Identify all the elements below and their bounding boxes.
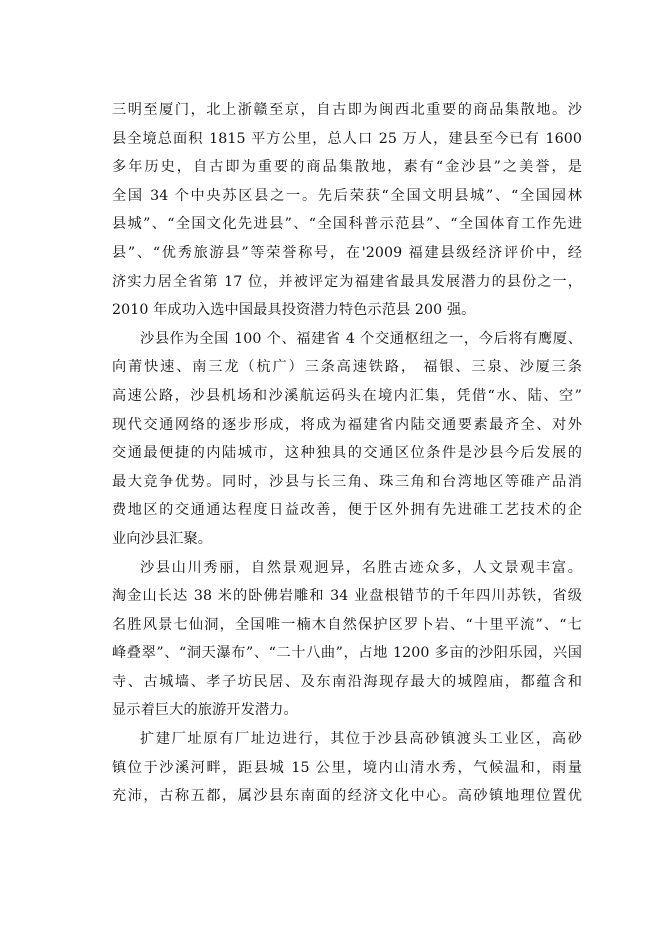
text-line: 显示着巨大的旅游开发潜力。 <box>112 702 298 719</box>
text-line: 淘金山长达 38 米的卧佛岩雕和 34 业盘根错节的千年四川苏铁，省级 <box>112 588 582 605</box>
text-line: 全国 34 个中央苏区县之一。先后荣获“全国文明县城”、“全国园林 <box>112 187 582 204</box>
text-line: 最大竞争优势。同时，沙县与长三角、珠三角和台湾地区等碓产品消 <box>112 473 582 490</box>
text-line: 镇位于沙溪河畔，距县城 15 公里，境内山清水秀，气候温和，雨量 <box>112 759 582 776</box>
text-line: 业向沙县汇聚。 <box>112 530 213 547</box>
paragraph-factory-site <box>112 725 582 811</box>
text-line: 济实力居全省第 17 位，并被评定为福建省最具发展潜力的县份之一， <box>112 273 582 290</box>
text-line: 名胜风景七仙洞，全国唯一楠木自然保护区罗卜岩、“十里平流”、“七 <box>112 616 582 633</box>
document-body <box>112 96 582 811</box>
text-line: 三明至厦门，北上浙赣至京，自古即为闽西北重要的商品集散地。沙 <box>112 102 582 118</box>
text-line: 县”、“优秀旅游县”等荣誉称号，在'2009 福建县级经济评价中，经 <box>112 244 582 261</box>
text-line: 高速公路，沙县机场和沙溪航运码头在境内汇集，凭借“水、陆、空” <box>112 387 582 404</box>
paragraph-scenery <box>112 554 582 726</box>
text-line: 扩建厂址原有厂址边进行，其位于沙县高砂镇渡头工业区，高砂 <box>140 731 582 748</box>
text-line: 沙县作为全国 100 个、福建省 4 个交通枢纽之一，今后将有鹰厦、 <box>140 330 582 347</box>
text-line: 峰叠翠”、“洞天瀑布”、“二十八曲”，占地 1200 多亩的沙阳乐园，兴国 <box>112 645 582 662</box>
text-line: 寺、古城墙、孝子坊民居、及东南沿海现存最大的城隍庙，都蕴含和 <box>112 673 582 690</box>
paragraph-transport-hub <box>112 325 582 554</box>
text-line: 向莆快速、南三龙（杭广）三条高速铁路， 福银、三泉、沙厦三条 <box>112 359 582 376</box>
text-line: 交通最便捷的内陆城市，这种独具的交通区位条件是沙县今后发展的 <box>112 445 582 462</box>
text-line: 县城”、“全国文化先进县”、“全国科普示范县”、“全国体育工作先进 <box>112 216 582 233</box>
text-line: 现代交通网络的逐步形成，将成为福建省内陆交通要素最齐全、对外 <box>112 416 582 433</box>
text-line: 县全境总面积 1815 平方公里，总人口 25 万人，建县至今已有 1600 <box>112 130 582 147</box>
text-line: 2010 年成功入选中国最具投资潜力特色示范县 200 强。 <box>112 302 476 319</box>
text-line: 充沛，古称五都，属沙县东南面的经济文化中心。高砂镇地理位置优 <box>112 788 582 805</box>
paragraph-location-overview <box>112 96 582 325</box>
text-line: 费地区的交通通达程度日益改善，便于区外拥有先进碓工艺技术的企 <box>112 502 582 519</box>
text-line: 沙县山川秀丽，自然景观迥异，名胜古迹众多，人文景观丰富。 <box>140 559 582 576</box>
text-line: 多年历史，自古即为重要的商品集散地，素有“金沙县”之美誉，是 <box>112 159 582 176</box>
